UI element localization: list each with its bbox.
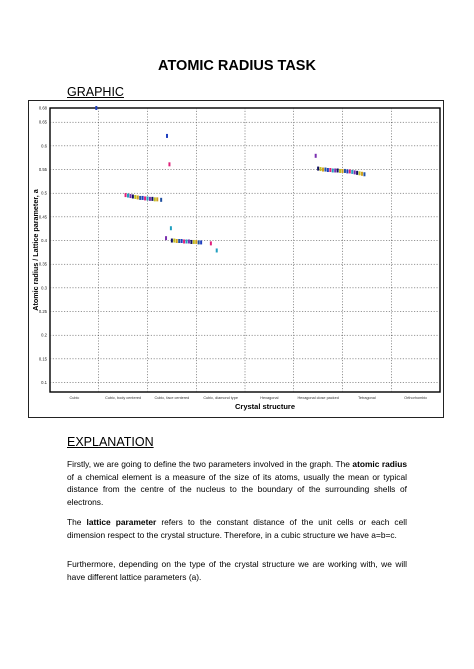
data-point	[132, 195, 134, 199]
y-tick-label: 0.3	[41, 285, 47, 291]
data-point	[327, 168, 329, 172]
x-category-label: Cubic, face centered	[154, 396, 190, 400]
paragraph-text: refers to the constant distance of the unit cells or each cell dimension respect to the crystal structure. Therefore, in a cubic structure we have a=b=c.	[67, 517, 407, 540]
x-category-label: Orthorhombic	[404, 396, 428, 400]
x-category-label: Hexagonal	[260, 396, 279, 400]
data-point	[173, 239, 175, 243]
y-tick-label: 0.65	[38, 119, 47, 125]
paragraph-atomic-radius	[67, 458, 407, 508]
data-point	[144, 196, 146, 200]
y-tick-label: 0.5	[41, 190, 47, 196]
y-tick-label: 0.45	[38, 214, 47, 220]
y-tick-label: 0.25	[38, 309, 47, 315]
data-point	[125, 193, 127, 197]
data-point	[142, 196, 144, 200]
term-atomic-radius: atomic radius	[352, 459, 407, 469]
y-tick-label: 0.35	[38, 261, 47, 267]
data-point	[210, 241, 212, 245]
data-point	[315, 154, 317, 158]
data-point	[346, 169, 348, 173]
x-category-label: Cubic	[69, 396, 80, 400]
graphic-heading: GRAPHIC	[67, 85, 124, 99]
y-axis-label: Atomic radius / Lattice parameter, a	[31, 189, 40, 311]
data-point	[329, 168, 331, 172]
data-point	[320, 167, 322, 171]
x-category-label: Cubic, body centered	[105, 396, 142, 400]
data-point	[165, 236, 167, 240]
x-category-label: Tetragonal	[358, 396, 376, 400]
data-point	[129, 194, 131, 198]
data-point	[193, 240, 195, 244]
chart-svg	[28, 100, 444, 418]
paragraph-text: of a chemical element is a measure of the size of its atoms, usually the mean or typical distance from the centre of the nucleus to the boundary of the surrounding shells of electrons.	[67, 471, 407, 507]
y-tick-label: 0.4	[41, 238, 47, 244]
data-point	[359, 171, 361, 175]
x-category-label: Hexagonal close packed	[297, 396, 339, 400]
data-point	[127, 194, 129, 198]
x-axis-label: Crystal structure	[234, 402, 296, 411]
y-tick-label: 0.15	[38, 356, 47, 362]
data-point	[334, 168, 336, 172]
data-point	[363, 172, 365, 176]
data-point	[354, 170, 356, 174]
x-category-label: Cubic, diamond type	[203, 396, 238, 400]
data-point	[324, 168, 326, 172]
data-point	[134, 195, 136, 199]
data-point	[171, 239, 173, 243]
y-tick-label: 0.55	[38, 167, 47, 173]
data-point	[178, 239, 180, 243]
data-point	[95, 106, 97, 110]
term-lattice-parameter: lattice parameter	[86, 517, 157, 527]
data-point	[188, 239, 190, 243]
y-tick-label: 0.6	[41, 143, 47, 149]
data-point	[170, 226, 172, 230]
data-point	[181, 239, 183, 243]
data-point	[342, 169, 344, 173]
data-point	[137, 195, 139, 199]
data-point	[361, 172, 363, 176]
y-tick-label: 0.2	[41, 332, 47, 338]
data-point	[337, 168, 339, 172]
data-point	[151, 197, 153, 201]
data-point	[168, 162, 170, 166]
data-point	[160, 198, 162, 202]
data-point	[322, 168, 324, 172]
data-point	[166, 134, 168, 138]
data-point	[156, 197, 158, 201]
atomic-radius-chart	[28, 100, 444, 418]
paragraph-text: The	[67, 517, 87, 527]
data-point	[190, 240, 192, 244]
data-point	[147, 196, 149, 200]
data-point	[200, 240, 202, 244]
data-point	[332, 168, 334, 172]
paragraph-text: Firstly, we are going to define the two parameters involved in the graph. The	[67, 459, 353, 469]
data-point	[195, 240, 197, 244]
document-title: ATOMIC RADIUS TASK	[158, 58, 316, 74]
data-point	[216, 248, 218, 252]
data-point	[356, 171, 358, 175]
data-point	[149, 197, 151, 201]
data-point	[317, 167, 319, 171]
y-tick-label: 0.68	[38, 105, 47, 111]
explanation-heading: EXPLANATION	[67, 435, 154, 449]
paragraph-lattice-parameter	[67, 516, 407, 541]
paragraph-crystal-structure: Furthermore, depending on the type of the crystal structure we are working with, we will have different lattice parameters (a).	[67, 559, 407, 582]
data-point	[198, 240, 200, 244]
data-point	[176, 239, 178, 243]
data-point	[139, 196, 141, 200]
data-point	[349, 169, 351, 173]
data-point	[344, 169, 346, 173]
y-tick-label: 0.1	[41, 380, 47, 386]
data-point	[186, 239, 188, 243]
data-point	[154, 197, 156, 201]
data-point	[351, 170, 353, 174]
data-point	[183, 239, 185, 243]
data-point	[339, 169, 341, 173]
